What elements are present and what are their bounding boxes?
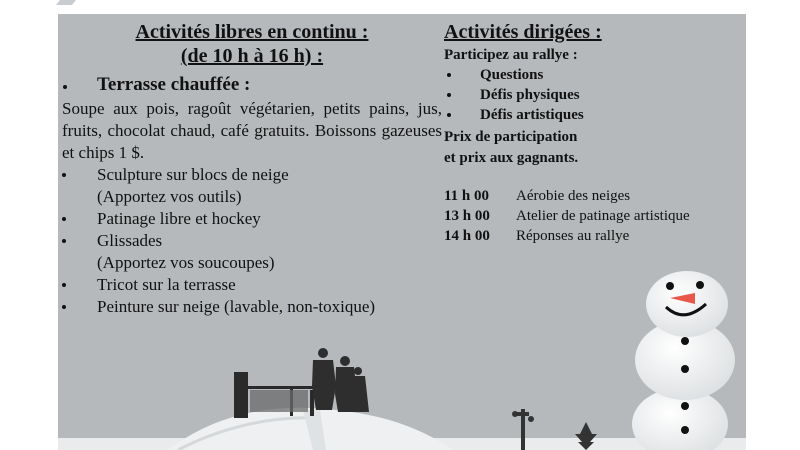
schedule-row: [444, 226, 744, 246]
prizes-line2: et prix aux gagnants.: [444, 150, 579, 166]
activity-note: (Apportez vos soucoupes): [97, 253, 275, 272]
bullet-dot: [62, 217, 66, 221]
activity-label: Tricot sur la terrasse: [97, 275, 236, 294]
activity-label: Sculpture sur blocs de neige: [97, 165, 289, 184]
list-item: [444, 65, 744, 85]
schedule-time: 11 h 00: [444, 188, 490, 204]
bullet-dot: [63, 85, 67, 89]
guided-activities-column: [444, 20, 744, 246]
bullet-dot: [62, 305, 66, 309]
people-silhouettes: [312, 348, 369, 412]
schedule-time: 13 h 00: [444, 208, 490, 224]
corner-mark: [56, 0, 76, 5]
bullet-dot: [62, 239, 66, 243]
list-item: [62, 274, 442, 296]
schedule-activity: Réponses au rallye: [516, 228, 630, 244]
schedule: [444, 186, 744, 246]
bullet-dot: [62, 283, 66, 287]
terrasse-title-row: [62, 74, 442, 96]
prizes-text: [444, 127, 744, 169]
activity-note: (Apportez vos outils): [97, 187, 242, 206]
rallye-item-label: Défis artistiques: [480, 107, 584, 123]
bullet-dot: [447, 93, 451, 97]
rallye-item-label: Défis physiques: [480, 87, 580, 103]
terrasse-description: Soupe aux pois, ragoût végétarien, petits pains, jus, fruits, chocolat chaud, café gratuits. Boissons gazeuses et chips 1 $.: [62, 99, 442, 162]
schedule-time: 14 h 00: [444, 228, 490, 244]
list-item: [444, 105, 744, 125]
list-item: [62, 230, 442, 274]
prizes-line1: Prix de participation: [444, 129, 578, 145]
free-activities-heading-line1: Activités libres en continu :: [135, 21, 369, 43]
list-item: [62, 164, 442, 208]
schedule-row: [444, 186, 744, 206]
activity-label: Glissades: [97, 231, 163, 250]
activity-label: Patinage libre et hockey: [97, 209, 261, 228]
snowman: [632, 271, 735, 450]
free-activities-heading-line2: (de 10 h à 16 h) :: [180, 45, 324, 67]
list-item: [444, 85, 744, 105]
flyer: [58, 14, 746, 450]
free-activities-column: [62, 20, 442, 318]
bullet-dot: [447, 113, 451, 117]
list-item: [62, 208, 442, 230]
railing: [234, 372, 314, 418]
rallye-title: Participez au rallye :: [444, 47, 578, 63]
schedule-activity: Atelier de patinage artistique: [516, 208, 690, 224]
list-item: [62, 296, 442, 318]
rallye-item-label: Questions: [480, 67, 544, 83]
activity-label: Peinture sur neige (lavable, non-toxique): [97, 297, 376, 316]
bullet-dot: [62, 173, 66, 177]
schedule-activity: Aérobie des neiges: [516, 188, 631, 204]
terrasse-title: Terrasse chauffée :: [97, 74, 251, 95]
guided-activities-heading: Activités dirigées :: [444, 21, 602, 43]
bullet-dot: [447, 73, 451, 77]
schedule-row: [444, 206, 744, 226]
